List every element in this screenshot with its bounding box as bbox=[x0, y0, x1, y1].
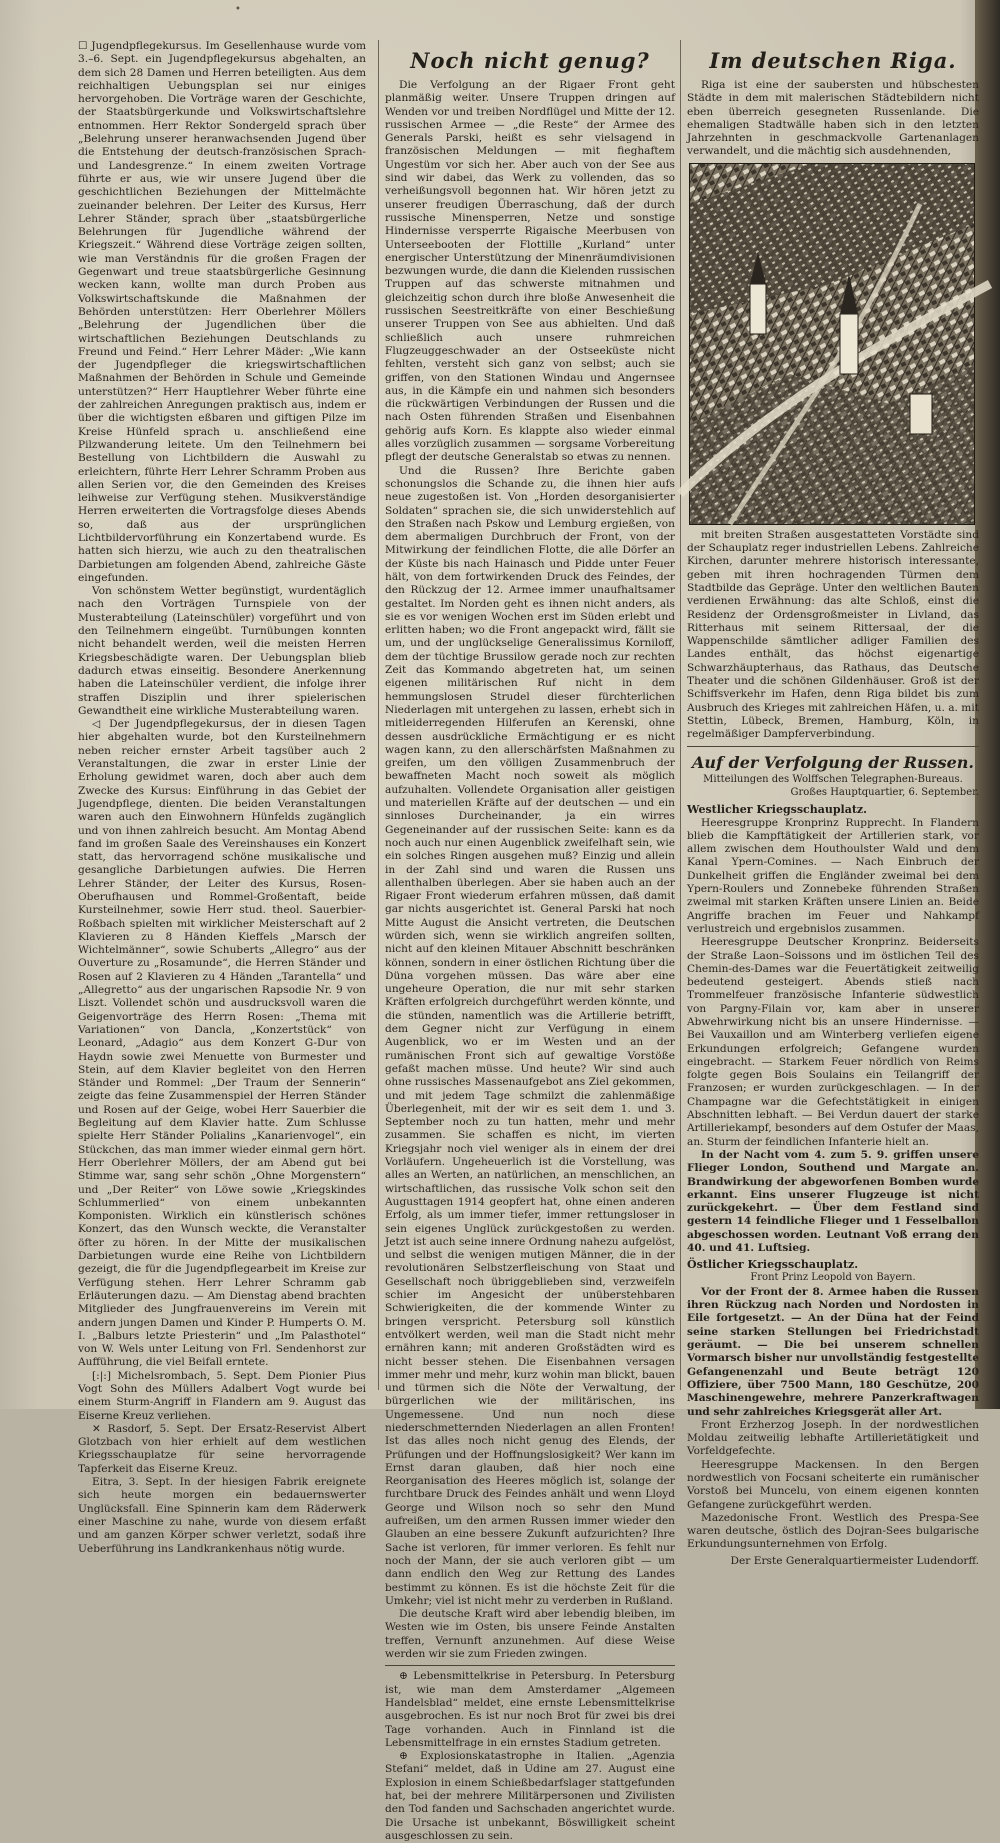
article-rasdorf: ✕ Rasdorf, 5. Sept. Der Ersatz-Reservist Albert Glotzbach von hier erhielt auf dem westlichen Kriegsschauplatze für seine hervorragende Tapferkeit das Eiserne Kreuz. bbox=[78, 1422, 366, 1475]
editorial-paragraph: Die Verfolgung an der Rigaer Front geht planmäßig weiter. Unsere Truppen dringen auf Wenden vor und treiben Nordflügel und Mitte der 12. russischen Armee — „die Reste“ der Armee des Generals Parski, heißt es sehr vielsagend in französischen Meldungen — mit fieghaftem Ungestüm vor sich her. Aber auch von der See aus sind wir dabei, das Werk zu vollenden, das so verheißungsvoll begonnen hat. Wir hören jetzt zu unserer freudigen Überraschung, daß der durch russische Minensperren, Netze und sonstige Hindernisse versperrte Rigaische Meerbusen von Unterseebooten der Flottille „Kurland“ unter energischer Unterstützung der Minenräumdivisionen bezwungen wurde, die dann die Kielenden russischen Truppen auf das schwerste mitnahmen und gleichzeitig schon durch ihre bloße Anwesenheit die russischen Seestreitkräfte von einer Beschießung unserer Truppen von See aus abhielten. Und daß schließlich auch unsere ruhmreichen Flugzeuggeschwader an der Ostseeküste nicht fehlten, versteht sich ganz von selbst; auch sie griffen, von den Stationen Windau und Angernsee aus, in die Kämpfe ein und nahmen sich besonders die rückwärtigen Verbindungen der Russen und die nach Osten führenden Straßen und Eisenbahnen gehörig aufs Korn. Es klappte also wieder einmal alles vorzüglich zusammen — sorgsame Vorbereitung pflegt der deutsche Generalstab so etwas zu nennen. bbox=[385, 79, 675, 464]
article-jugendpflegekursus: ☐ Jugendpflegekursus. Im Gesellenhause wurde vom 3.–6. Sept. ein Jugendpflegekursus abgehalten, an dem sich 28 Damen und Herren beteiligten. Aus dem reichhaltigen Uebungsplan sei nur einiges hervorgehoben. Die Vorträge waren der Geschichte, der Staatsbürgerkunde und Volkswirtschaftslehre entnommen. Herr Rektor Sondergeld sprach über „Belehrung unserer heranwachsenden Jugend über die Entstehung der deutsch-französischen Sprach- und Landesgrenze.“ In einem zweiten Vortrage führte er aus, wie wir unsere Jugend über die geschichtlichen Beziehungen der Mittelmächte zueinander belehren. Der Leiter des Kursus, Herr Lehrer Ständer, sprach über „staatsbürgerliche Belehrungen für Jugendliche während der Kriegszeit.“ Während diese Vorträge zeigen sollten, wie man Verständnis für die großen Fragen der Gegenwart und treue staatsbürgerliche Gesinnung wecken kann, wollte man durch Proben aus Volkswirtschaftskunde die Maßnahmen der Behörden unterstützen: Herr Oberlehrer Möllers „Belehrung der Jugendlichen über die wirtschaftlichen Beziehungen Deutschlands zu Freund und Feind.“ Herr Lehrer Mäder: „Wie kann der Jugendpfleger die kriegswirtschaftlichen Maßnahmen der Behörden in Schule und Gemeinde unterstützen?“ Herr Hauptlehrer Weber führte eine der zahlreichen Anregungen praktisch aus, indem er über die wichtigsten eßbaren und giftigen Pilze im Kreise Hünfeld sprach u. anschließend eine Pilzwanderung leitete. Um den Teilnehmern bei Bestellung von Lichtbildern die Auswahl zu erleichtern, führte Herr Lehrer Schramm Proben aus allen Serien vor, die den Gemeinden des Kreises leihweise zur Verfügung stehen. Musikverständige Herren erweiterten die Vortragsfolge dieses Abends so, daß aus der ursprünglichen Lichtbildervorführung ein Konzertabend wurde. Es hatten sich hierzu, wie auch zu den theatralischen Darbietungen am folgenden Abend, zahlreiche Gäste eingefunden. bbox=[78, 40, 366, 584]
divider bbox=[687, 746, 979, 747]
report-mackensen: Heeresgruppe Mackensen. In den Bergen nordwestlich von Focsani scheiterte ein rumänischer Vorstoß bei Muncelu, von einem eigenen konnten Gefangene zurückgeführt werden. bbox=[687, 1458, 979, 1511]
column-editorial bbox=[378, 40, 675, 1842]
report-8th-army: Vor der Front der 8. Armee haben die Russen ihren Rückzug nach Norden und Nordosten in Eile fortgesetzt. — An der Düna hat der Feind seine starken Stellungen bei Friedrichstadt geräumt. — Die bei unserem schnellen Vormarsch bisher nur unvollständig festgestellte Gefangenenzahl und Beute beträgt 120 Offiziere, über 7500 Mann, 180 Geschütze, 200 Maschinengewehre, mehrere Panzerkraftwagen und sehr zahlreiches Kriegsgerät aller Art. bbox=[687, 1285, 979, 1418]
column-riga-war-report bbox=[680, 40, 979, 1567]
article-konzert: ◁ Der Jugendpflegekursus, der in diesen Tagen hier abgehalten wurde, bot den Kursteilnehmern neben reicher ernster Arbeit tagsüber auch 2 Veranstaltungen, die zwar in erster Linie der Erholung gewidmet waren, doch aber auch dem Zwecke des Kursus: Einführung in das Gebiet der Jugendpflege, dienten. Die beiden Veranstaltungen waren auch den Einwohnern Hünfelds zugänglich und von ihnen zahlreich besucht. Am Montag Abend fand im großen Saale des Vereinshauses ein Konzert statt, das hervorragend schöne musikalische und gesangliche Darbietungen aufwies. Die Herren Lehrer Ständer, der Leiter des Kursus, Rosen-Oberufhausen und Rommel-Großentaft, beide Kursteilnehmer, sowie Herr stud. theol. Sauerbier-Roßbach spielten mit wirklicher Meisterschaft auf 2 Klavieren zu 8 Händen Kieffels „Marsch der Wichtelmänner“, sowie Schuberts „Allegro“ aus der Ouverture zu „Rosamunde“, die Herren Ständer und Rosen auf 2 Klavieren zu 4 Händen „Tarantella“ und „Allegretto“ aus der ungarischen Rapsodie Nr. 9 von Liszt. Vollendet schön und ausdrucksvoll waren die Geigenvorträge des Herrn Rosen: „Thema mit Variationen“ von Dancla, „Konzertstück“ von Leonard, „Adagio“ aus dem Konzert G-Dur von Haydn sowie zwei Menuette von Burmester und Stein, auf dem Klavier begleitet von den Herren Ständer und Rommel: „Der Traum der Sennerin“ zeigte das feine Zusammenspiel der Herren Ständer und Rosen auf der Geige, wobei Herr Sauerbier die Begleitung auf dem Klavier hatte. Zum Schlusse spielte Herr Ständer Polialins „Kanarienvogel“, ein Stückchen, das man immer wieder einmal gern hört. Herr Oberlehrer Möllers, der am Abend gut bei Stimme war, sang sehr schön „Ohne Morgenstern“ und „Der Reiter“ von Löwe sowie „Kriegskindes Schlummerlied“ von einem unbekannten Komponisten. Wirklich ein künstlerisch schönes Konzert, das den Wunsch weckte, die Veranstalter öfter zu hören. In der Mitte der musikalischen Darbietungen wurde eine Reihe von Lichtbildern gezeigt, die für die Jugendpflegearbeit im Kreise zur Verfügung stehen. Herr Lehrer Schramm gab Erläuterungen dazu. — Am Dienstag abend brachten Mitglieder des Jungfrauenvereins im Verein mit andern jungen Damen und Kinder P. Humperts O. M. I. „Balburs letzte Priesterin“ und „Im Palasthotel“ von W. Wels unter Leitung von Frl. Sendenhorst zur Aufführung, die viel Beifall erntete. bbox=[78, 718, 366, 1369]
editorial-paragraph: Und die Russen? Ihre Berichte gaben schonungslos die Schande zu, die ihnen hier aufs neue zugestoßen ist. Von „Horden desorganisierter Soldaten“ sprachen sie, die sich unwiderstehlich auf den Straßen nach Pskow und Lemburg ergießen, von dem abermaligen Durchbruch der Front, von der Mitwirkung der feindlichen Flotte, die alle Dörfer an der Küste bis nach Hainasch und Pidde unter Feuer hält, von dem fortwirkenden Druck des Feindes, der den Rückzug der 12. Armee immer unaufhaltsamer gestaltet. Im Norden geht es ihnen nicht anders, als sie es vor wenigen Wochen erst im Süden erlebt und erlitten haben; wo die Front angepackt wird, fällt sie um, und der unglückselige Generalissimus Korniloff, dem der tüchtige Brussilow gerade noch zur rechten Zeit das Kommando abgetreten hat, um seinen eigenen militärischen Ruf nicht in dem hemmungslosen Strudel dieser fürchterlichen Niederlagen mit untergehen zu lassen, erhebt sich in mitleiderregenden Hilferufen an Kerenski, ohne dessen ausdrückliche Ermächtigung er es nicht wagen kann, zu den allerschärfsten Maßnahmen zu greifen, um den völligen Zusammenbruch der bewaffneten Macht noch soweit als möglich aufzuhalten. Vollendete Organisation aller geistigen und materiellen Kräfte auf der deutschen — und ein sinnloses Durcheinander, ja ein wirres Gegeneinander auf der russischen Seite: kann es da noch auch nur einen Augenblick zweifelhaft sein, wie ein solches Ringen ausgehen muß? Einzig und allein in der Zahl sind und waren die Russen uns allenthalben überlegen. Aber sie haben auch an der Rigaer Front wiederum erfahren müssen, daß damit gar nichts ausgerichtet ist. General Parski hat noch Mitte August die Ansicht vertreten, die Deutschen würden sich, wenn sie wirklich angreifen sollten, nicht auf den kleinen Mitauer Abschnitt beschränken können, sondern in einer östlichen Richtung über die Düna vorgehen müssen. Das wäre aber eine ungeheure Operation, die nur mit sehr starken Kräften erfolgreich durchgeführt werden könnte, und die stünden, namentlich was die Artillerie betrifft, dem Gegner nicht zur Verfügung in einem Augenblick, wo er im Westen und an der rumänischen Front sich auf gewaltige Vorstöße gefaßt machen müsse. Und heute? Wir sind auch ohne russisches Massenaufgebot ans Ziel gekommen, und mit jedem Tage schmilzt die zahlenmäßige Überlegenheit, mit der wir es seit dem 1. und 3. September noch zu tun hatten, mehr und mehr zusammen. Sie schaffen es nicht, im vierten Kriegsjahr noch viel weniger als in einem der drei Vorläufern. Ungeheuerlich ist die Vorstellung, was alles an Werten, an natürlichen, an menschlichen, an wirtschaftlichen, das russische Volk schon seit den Augusttagen 1914 geopfert hat, ohne einen anderen Erfolg, als um immer tiefer, immer rettungsloser in sein eigenes Unglück zurückgestoßen zu werden. Jetzt ist auch seine innere Ordnung nahezu aufgelöst, und selbst die wenigen mutigen Männer, die in der revolutionären Selbstzerfleischung von Staat und Gesellschaft noch übriggeblieben sind, verzweifeln schier im Angesicht der unüberstehbaren Schwierigkeiten, die der kommende Winter zu bringen verspricht. Petersburg soll künstlich entvölkert werden, weil man die Stadt nicht mehr ernähren kann; mit anderen Großstädten wird es nicht besser stehen. Die Eisenbahnen versagen immer mehr und mehr, kurz wohin man blickt, bauen und türmen sich die Nöte der Verwaltung, der bürgerlichen wie der militärischen, ins Ungemessene. Und nun noch diese niederschmetternden Niederlagen an allen Fronten! Ist das alles noch nicht genug des Elends, der Prüfungen und der Hoffnungslosigkeit? Wer kann im Ernst daran glauben, daß hier noch eine Reorganisation des Heeres möglich ist, solange der furchtbare Druck des Feindes anhält und wenn Lloyd George und Wilson noch so sehr den Mund aufreißen, um den armen Russen immer wieder den Glauben an eine bessere Zukunft aufzurichten? Ihre Sache ist verloren, für immer verloren. Es fehlt nur noch der Mann, der sie auch verloren gibt — um dann endlich den Weg zur Rettung des Landes bestimmt zu können. Es ist die höchste Zeit für die Umkehr; viel ist nicht mehr zu verderben in Rußland. bbox=[385, 464, 675, 1607]
section-east: Östlicher Kriegsschauplatz. bbox=[687, 1258, 859, 1272]
article-turnspiele: Von schönstem Wetter begünstigt, wurdentäglich nach den Vorträgen Turnspiele von der Musterabteilung (Lateinschüler) vorgeführt und von den Teilnehmern eingeübt. Turnübungen konnten nicht behandelt werden, weil die meisten Herren Kriegsbeschädigte waren. Der Uebungsplan blieb dadurch etwas einseitig. Besondere Anerkennung haben die Lateinschüler verdient, die infolge ihrer straffen Disziplin und ihrer spielerischen Gewandtheit eine wirkliche Musterabteilung waren. bbox=[78, 585, 366, 717]
section-west: Westlicher Kriegsschauplatz. bbox=[687, 802, 867, 816]
column-local-news bbox=[78, 40, 366, 1555]
report-joseph: Front Erzherzog Joseph. In der nordwestlichen Moldau zeitweilig lebhafte Artillerietätigkeit und Vorfeldgefechte. bbox=[687, 1418, 979, 1458]
hq-dateline: Großes Hauptquartier, 6. September. bbox=[790, 787, 979, 799]
headline-verfolgung: Auf der Verfolgung der Russen. bbox=[692, 752, 974, 772]
report-macedonia: Mazedonische Front. Westlich des Prespa-See waren deutsche, östlich des Dojran-Sees bulgarische Erkundungsunternehmen von Erfolg. bbox=[687, 1511, 979, 1551]
signature-ludendorff: Der Erste Generalquartiermeister Ludendorff. bbox=[730, 1554, 979, 1567]
notice-italien: ⊕ Explosionskatastrophe in Italien. „Agenzia Stefani“ meldet, daß in Udine am 27. August eine Explosion in einem Schießbedarfslager stattgefunden hat, bei der mehrere Militärpersonen und Zivilisten den Tod fanden und Sachschaden angerichtet wurde. Die Ursache ist unbekannt, Böswilligkeit scheint ausgeschlossen zu sein. bbox=[385, 1750, 675, 1842]
riga-description: mit breiten Straßen ausgestatteten Vorstädte sind der Schauplatz reger industriellen Lebens. Zahlreiche Kirchen, darunter mehrere historisch interessante, geben mit ihren hochragenden Türmen dem Stadtbilde das Gepräge. Unter den weltlichen Bauten verdienen Erwähnung: das alte Schloß, einst die Residenz der Ordensgroßmeister in Livland, das Ritterhaus mit seinem Rittersaal, der die Wappenschilde sämtlicher adliger Familien des Landes enthält, das höchst eigenartige Schwarzhäupterhaus, das Rathaus, das Deutsche Theater und die schönen Gildenhäuser. Groß ist der Schiffsverkehr im Hafen, denn Riga bildet bis zum Ausbruch des Krieges mit zahlreichen Häfen, u. a. mit Stettin, Lübeck, Bremen, Hamburg, Köln, in regelmäßiger Dampferverbindung. bbox=[687, 528, 979, 741]
article-eitra: Eitra, 3. Sept. In der hiesigen Fabrik ereignete sich heute morgen ein bedauernswerter Unglücksfall. Eine Spinnerin kam dem Räderwerk einer Maschine zu nahe, wurde von diesem erfaßt und am ganzen Körper schwer verletzt, sodaß ihre Ueberführung ins Landkrankenhaus nötig wurde. bbox=[78, 1476, 366, 1555]
wolff-bureau-subtitle: Mitteilungen des Wolffschen Telegraphen-Bureaus. bbox=[703, 773, 963, 785]
report-kronprinz: Heeresgruppe Deutscher Kronprinz. Beiderseits der Straße Laon–Soissons und im östlichen Teil des Chemin-des-Dames war die Feuertätigkeit zeitweilig bedeutend gesteigert. Abends stieß nach Trommelfeuer französische Infanterie südwestlich von Pargny-Filain vor, kam aber in unserer Abwehrwirkung nicht bis an unsere Hindernisse. — Bei Vauxaillon und am Winterberg verliefen eigene Erkundungen erfolgreich; Gefangene wurden eingebracht. — Starkem Feuer nördlich von Reims folgte gegen Bois Soulains ein Teilangriff der Franzosen; er wurden zurückgeschlagen. — In der Champagne war die Gefechtstätigkeit in einigen Abschnitten lebhaft. — Bei Verdun dauert der starke Artilleriekampf, besonders auf dem Ostufer der Maas, an. Sturm der feindlichen Infanterie hielt an. bbox=[687, 936, 979, 1148]
notice-petersburg: ⊕ Lebensmittelkrise in Petersburg. In Petersburg ist, wie man dem Amsterdamer „Algemeen Handelsblad“ meldet, eine ernste Lebensmittelkrise ausgebrochen. Es ist nur noch Brot für zwei bis drei Tage vorhanden. Auch in Finnland ist die Lebensmittelfrage in ein ernstes Stadium getreten. bbox=[385, 1670, 675, 1749]
headline-noch-nicht-genug: Noch nicht genug? bbox=[410, 48, 650, 73]
riga-aerial-view-image bbox=[689, 163, 975, 525]
editorial-paragraph: Die deutsche Kraft wird aber lebendig bleiben, im Westen wie im Osten, bis unsere Feinde Anstalten treffen, Vernunft anzunehmen. Auf diese Weise werden wir sie zum Frieden zwingen. bbox=[385, 1608, 675, 1661]
riga-intro: Riga ist eine der saubersten und hübschesten Städte in dem mit malerischen Städtebildern nicht eben überreich gesegneten Russenlande. Die ehemaligen Stadtwälle haben sich in den letzten Jahrzehnten in geschmackvolle Gartenanlagen verwandelt, und die mächtig sich ausdehnenden, bbox=[687, 79, 979, 158]
riga-engraving-illustration bbox=[690, 164, 974, 524]
report-rupprecht: Heeresgruppe Kronprinz Rupprecht. In Flandern blieb die Kampftätigkeit der Artillerien stark, vor allem zwischen dem Houthoulster Wald und dem Kanal Ypern-Comines. — Nach Einbruch der Dunkelheit griffen die Engländer zweimal bei dem Ypern-Roulers und Zonnebeke führenden Straßen zweimal mit starken Kräften unsere Linien an. Beide Angriffe brachen im Feuer und Nahkampf verlustreich und ergebnislos zusammen. bbox=[687, 816, 979, 935]
page-marker: • bbox=[235, 4, 241, 15]
report-air-raid: In der Nacht vom 4. zum 5. 9. griffen unsere Flieger London, Southend und Margate an. Brandwirkung der abgeworfenen Bomben wurde erkannt. Eins unserer Flugzeuge ist nicht zurückgekehrt. — Über dem Festland sind gestern 14 feindliche Flieger und 1 Fesselballon abgeschossen worden. Leutnant Voß errang den 40. und 41. Luftsieg. bbox=[687, 1148, 979, 1255]
article-michelsrombach: [:|:] Michelsrombach, 5. Sept. Dem Pionier Pius Vogt Sohn des Müllers Adalbert Vogt wurde bei einem Sturm-Angriff in Flandern am 9. August das Eiserne Kreuz verliehen. bbox=[78, 1369, 366, 1422]
divider bbox=[385, 1665, 675, 1666]
front-leopold: Front Prinz Leopold von Bayern. bbox=[750, 1272, 916, 1284]
headline-riga: Im deutschen Riga. bbox=[709, 48, 957, 73]
